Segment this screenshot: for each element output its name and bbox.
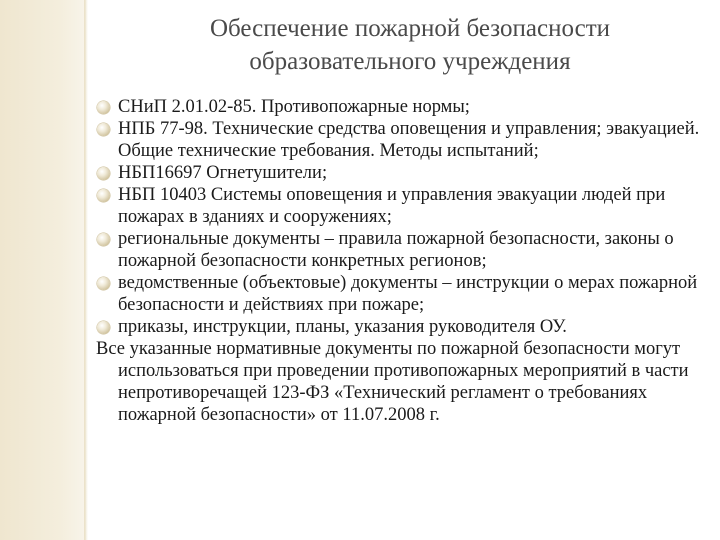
bullet-text: СНиП 2.01.02-85. Противопожарные нормы; <box>118 97 470 117</box>
bullet-dot-icon <box>97 233 110 246</box>
slide-title <box>110 12 710 78</box>
bullet-list <box>96 96 708 338</box>
slide-body <box>96 96 708 426</box>
title-line-1: Обеспечение пожарной безопасности <box>209 15 610 42</box>
side-decor-band <box>0 0 86 540</box>
bullet-text: НПБ 77-98. Технические средства оповещения и управления; эвакуацией. Общие технические требования. Методы испытаний; <box>118 119 700 161</box>
bullet-text: НБП16697 Огнетушители; <box>118 163 328 183</box>
bullet-dot-icon <box>97 277 110 290</box>
bullet-dot-icon <box>97 123 110 136</box>
bullet-dot-icon <box>97 167 110 180</box>
bullet-text: ведомственные (объектовые) документы – инструкции о мерах пожарной безопасности и действиях при пожаре; <box>118 273 698 315</box>
bullet-item <box>96 162 708 184</box>
side-decor-edge <box>84 0 88 540</box>
bullet-text: НБП 10403 Системы оповещения и управления эвакуации людей при пожарах в зданиях и сооружениях; <box>118 185 666 227</box>
bullet-dot-icon <box>97 101 110 114</box>
closing-paragraph: Все указанные нормативные документы по пожарной безопасности могут использоваться при проведении противопожарных мероприятий в части непротиворечащей 123-ФЗ «Технический регламент о требованиях пожарной безопасности» от 11.07.2008 г. <box>96 339 689 425</box>
bullet-dot-icon <box>97 321 110 334</box>
bullet-item <box>96 272 708 316</box>
bullet-text: региональные документы – правила пожарной безопасности, законы о пожарной безопасности конкретных регионов; <box>118 229 674 271</box>
bullet-item <box>96 316 708 338</box>
bullet-dot-icon <box>97 189 110 202</box>
bullet-item <box>96 184 708 228</box>
bullet-item <box>96 96 708 118</box>
bullet-text: приказы, инструкции, планы, указания руководителя ОУ. <box>118 317 567 337</box>
bullet-item <box>96 228 708 272</box>
bullet-item <box>96 118 708 162</box>
title-line-2: образовательного учреждения <box>249 48 571 75</box>
